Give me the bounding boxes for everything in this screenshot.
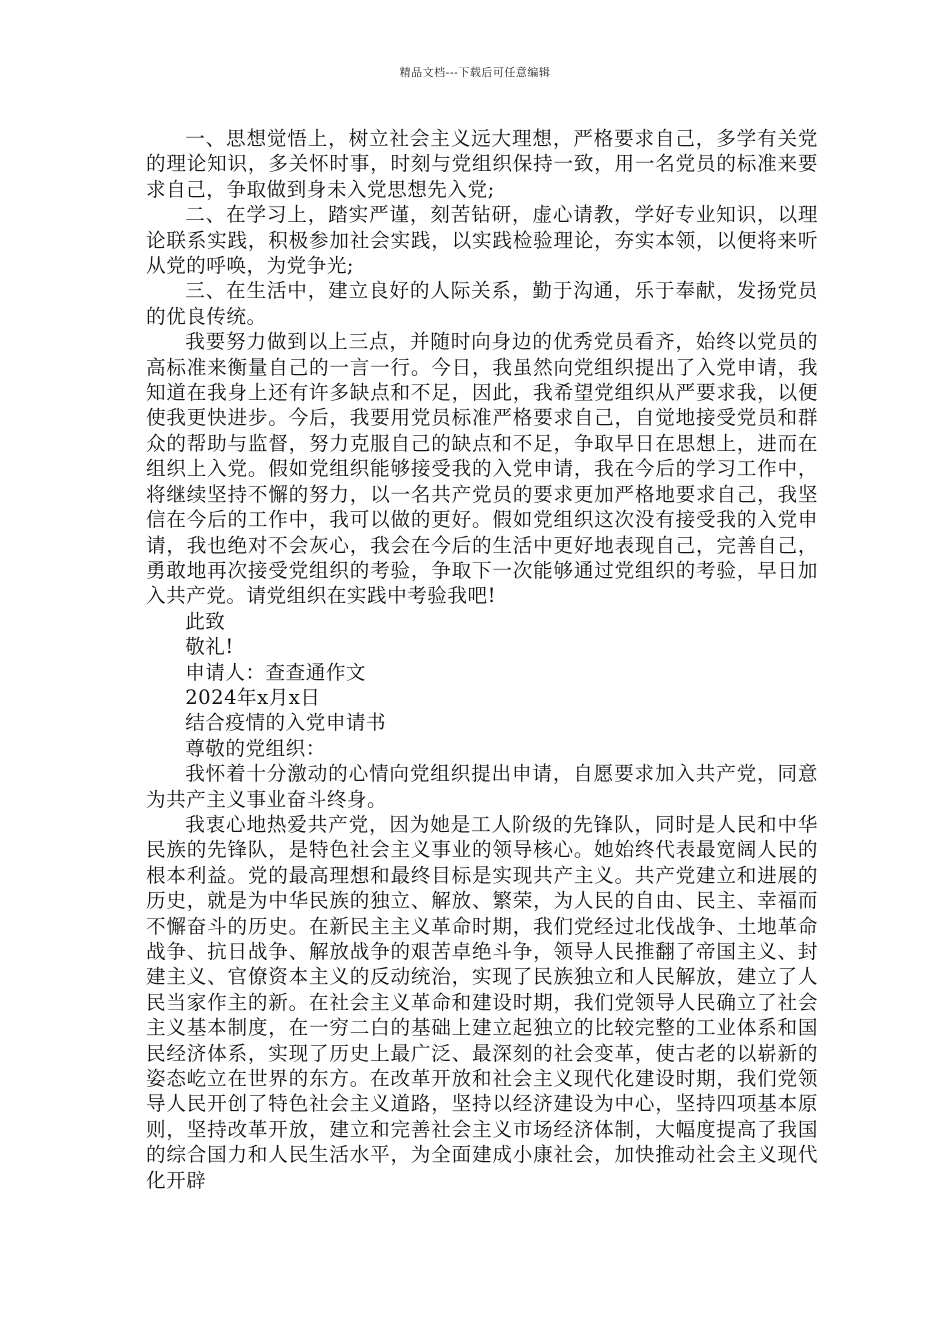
- paragraph-6: 我衷心地热爱共产党，因为她是工人阶级的先锋队，同时是人民和中华民族的先锋队，是特色社会主义事业的领导核心。她始终代表最宽阔人民的根本利益。党的最高理想和最终目标是实现共产主义。共产党建立和进展的历史，就是为中华民族的独立、解放、繁荣，为人民的自由、民主、幸福而不懈奋斗的历史。在新民主主义革命时期，我们党经过北伐战争、土地革命战争、抗日战争、解放战争的艰苦卓绝斗争，领导人民推翻了帝国主义、封建主义、官僚资本主义的反动统治，实现了民族独立和人民解放，建立了人民当家作主的新。在社会主义革命和建设时期，我们党领导人民确立了社会主义基本制度，在一穷二白的基础上建立起独立的比较完整的工业体系和国民经济体系，实现了历史上最广泛、最深刻的社会变革，使古老的以崭新的姿态屹立在世界的东方。在改革开放和社会主义现代化建设时期，我们党领导人民开创了特色社会主义道路，坚持以经济建设为中心，坚持四项基本原则，坚持改革开放，建立和完善社会主义市场经济体制，大幅度提高了我国的综合国力和人民生活水平，为全面建成小康社会，加快推动社会主义现代化开辟: [146, 812, 818, 1192]
- greeting: 尊敬的党组织：: [185, 736, 326, 760]
- document-body: [146, 126, 818, 1193]
- application-date: 2024年x月x日: [185, 685, 321, 709]
- page-header: 精品文档---下载后可任意编辑: [399, 66, 551, 79]
- paragraph-1: 一、思想觉悟上，树立社会主义远大理想，严格要求自己，多学有关党的理论知识，多关怀时事，时刻与党组织保持一致，用一名党员的标准来要求自己，争取做到身未入党思想先入党;: [146, 127, 818, 201]
- paragraph-2: 二、在学习上，踏实严谨，刻苦钻研，虚心请教，学好专业知识，以理论联系实践，积极参加社会实践，以实践检验理论，夯实本领，以便将来听从党的呼唤，为党争光;: [146, 203, 818, 278]
- closing-salutation: 此致: [185, 609, 226, 633]
- paragraph-4: 我要努力做到以上三点，并随时向身边的优秀党员看齐，始终以党员的高标准来衡量自己的一言一行。今日，我虽然向党组织提出了入党申请，我知道在我身上还有许多缺点和不足，因此，我希望党组织从严要求我，以便使我更快进步。今后，我要用党员标准严格要求自己，自觉地接受党员和群众的帮助与监督，努力克服自己的缺点和不足，争取早日在思想上，进而在组织上入党。假如党组织能够接受我的入党申请，我在今后的学习工作中，将继续坚持不懈的努力，以一名共产党员的要求更加严格地要求自己，我坚信在今后的工作中，我可以做的更好。假如党组织这次没有接受我的入党申请，我也绝对不会灰心，我会在今后的生活中更好地表现自己，完善自己，勇敢地再次接受党组织的考验，争取下一次能够通过党组织的考验，早日加入共产党。请党组织在实践中考验我吧!: [146, 330, 818, 608]
- closing-regards: 敬礼!: [185, 635, 234, 659]
- paragraph-5: 我怀着十分激动的心情向党组织提出申请，自愿要求加入共产党，同意为共产主义事业奋斗终身。: [146, 762, 818, 811]
- paragraph-3: 三、在生活中，建立良好的人际关系，勤于沟通，乐于奉献，发扬党员的优良传统。: [146, 279, 818, 328]
- applicant-signature: 申请人：查查通作文: [185, 660, 367, 684]
- section-title: 结合疫情的入党申请书: [185, 711, 387, 735]
